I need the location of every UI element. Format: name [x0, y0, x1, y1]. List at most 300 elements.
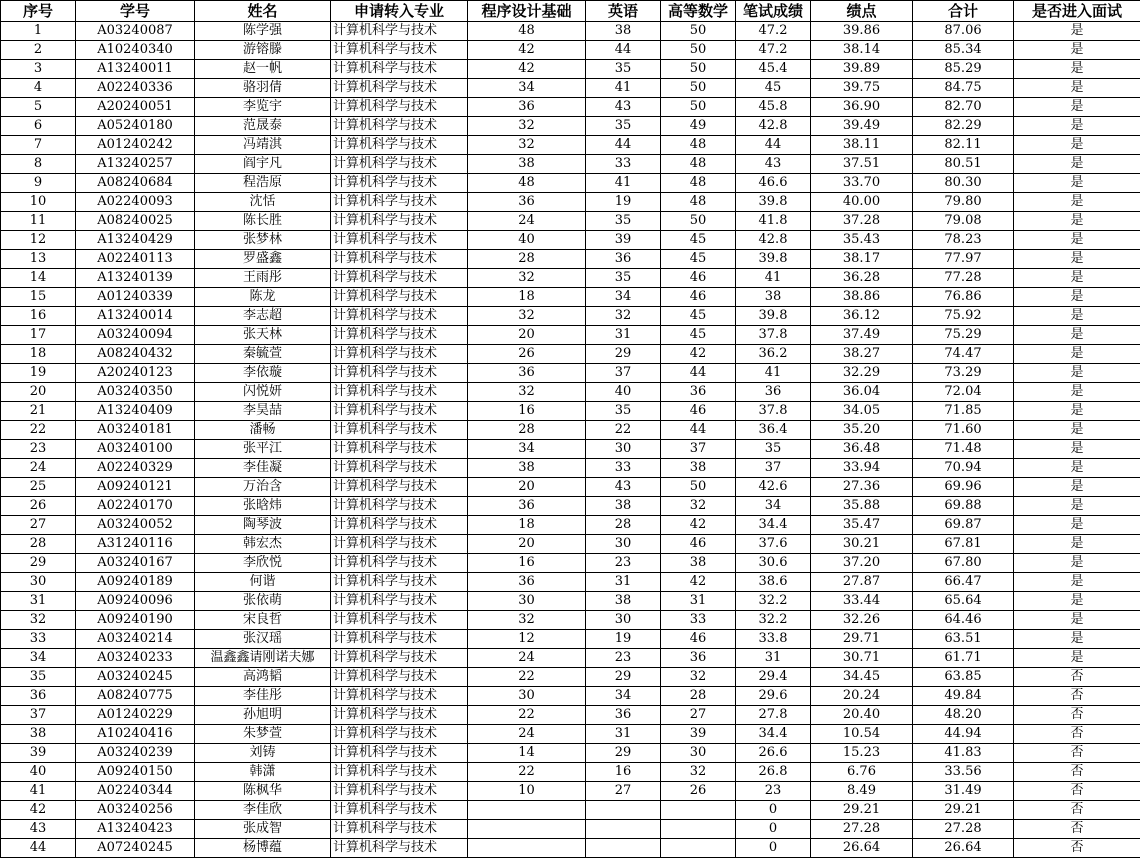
cell-interview: 是	[1014, 611, 1140, 630]
cell-gpa: 38.17	[811, 250, 913, 269]
cell-english: 35	[586, 60, 661, 79]
cell-seq: 17	[1, 326, 76, 345]
header-total: 合计	[913, 1, 1014, 22]
cell-seq: 28	[1, 535, 76, 554]
cell-gpa: 27.28	[811, 820, 913, 839]
cell-programming: 32	[468, 117, 586, 136]
cell-written-score: 42.8	[736, 231, 811, 250]
cell-interview: 是	[1014, 535, 1140, 554]
cell-english: 39	[586, 231, 661, 250]
cell-name: 赵一帆	[195, 60, 331, 79]
cell-major: 计算机科学与技术	[331, 820, 468, 839]
cell-programming: 48	[468, 22, 586, 41]
cell-seq: 24	[1, 459, 76, 478]
cell-english: 41	[586, 79, 661, 98]
cell-written-score: 38	[736, 288, 811, 307]
cell-seq: 35	[1, 668, 76, 687]
table-row	[1, 744, 1140, 763]
cell-gpa: 37.49	[811, 326, 913, 345]
cell-total: 77.97	[913, 250, 1014, 269]
cell-written-score: 29.6	[736, 687, 811, 706]
cell-programming: 36	[468, 364, 586, 383]
cell-written-score: 39.8	[736, 193, 811, 212]
cell-seq: 38	[1, 725, 76, 744]
cell-student-id: A01240229	[76, 706, 195, 725]
cell-seq: 9	[1, 174, 76, 193]
cell-student-id: A09240190	[76, 611, 195, 630]
cell-seq: 13	[1, 250, 76, 269]
cell-name: 冯靖淇	[195, 136, 331, 155]
cell-student-id: A05240180	[76, 117, 195, 136]
cell-math: 46	[661, 402, 736, 421]
cell-student-id: A09240189	[76, 573, 195, 592]
cell-written-score: 47.2	[736, 41, 811, 60]
cell-student-id: A03240052	[76, 516, 195, 535]
cell-math: 48	[661, 193, 736, 212]
cell-interview: 是	[1014, 174, 1140, 193]
cell-gpa: 33.94	[811, 459, 913, 478]
table-row	[1, 136, 1140, 155]
cell-interview: 是	[1014, 630, 1140, 649]
cell-math: 48	[661, 136, 736, 155]
cell-major: 计算机科学与技术	[331, 326, 468, 345]
cell-interview: 是	[1014, 79, 1140, 98]
cell-gpa: 27.87	[811, 573, 913, 592]
cell-programming: 34	[468, 440, 586, 459]
table-row	[1, 79, 1140, 98]
cell-programming: 22	[468, 668, 586, 687]
cell-interview: 是	[1014, 307, 1140, 326]
cell-english: 19	[586, 630, 661, 649]
cell-math: 38	[661, 459, 736, 478]
cell-total: 29.21	[913, 801, 1014, 820]
cell-major: 计算机科学与技术	[331, 478, 468, 497]
cell-written-score: 36.4	[736, 421, 811, 440]
cell-total: 80.30	[913, 174, 1014, 193]
header-major: 申请转入专业	[331, 1, 468, 22]
cell-gpa: 39.75	[811, 79, 913, 98]
cell-interview: 是	[1014, 516, 1140, 535]
cell-programming	[468, 839, 586, 858]
cell-student-id: A09240150	[76, 763, 195, 782]
cell-written-score: 37.6	[736, 535, 811, 554]
cell-programming: 30	[468, 687, 586, 706]
table-row	[1, 535, 1140, 554]
cell-total: 27.28	[913, 820, 1014, 839]
cell-programming: 22	[468, 763, 586, 782]
cell-seq: 36	[1, 687, 76, 706]
cell-name: 何谐	[195, 573, 331, 592]
cell-major: 计算机科学与技术	[331, 554, 468, 573]
cell-student-id: A13240429	[76, 231, 195, 250]
cell-name: 朱梦萱	[195, 725, 331, 744]
cell-english: 40	[586, 383, 661, 402]
cell-gpa: 36.12	[811, 307, 913, 326]
cell-written-score: 39.8	[736, 307, 811, 326]
cell-name: 李依璇	[195, 364, 331, 383]
table-row	[1, 497, 1140, 516]
cell-total: 87.06	[913, 22, 1014, 41]
cell-gpa: 6.76	[811, 763, 913, 782]
cell-gpa: 26.64	[811, 839, 913, 858]
cell-total: 84.75	[913, 79, 1014, 98]
cell-interview: 否	[1014, 801, 1140, 820]
cell-seq: 21	[1, 402, 76, 421]
header-student-id: 学号	[76, 1, 195, 22]
cell-gpa: 30.71	[811, 649, 913, 668]
cell-gpa: 36.48	[811, 440, 913, 459]
cell-english: 35	[586, 269, 661, 288]
cell-name: 骆羽倩	[195, 79, 331, 98]
cell-interview: 是	[1014, 60, 1140, 79]
cell-gpa: 10.54	[811, 725, 913, 744]
cell-major: 计算机科学与技术	[331, 839, 468, 858]
cell-math: 48	[661, 174, 736, 193]
cell-written-score: 46.6	[736, 174, 811, 193]
cell-seq: 14	[1, 269, 76, 288]
cell-interview: 是	[1014, 41, 1140, 60]
table-row	[1, 649, 1140, 668]
cell-written-score: 23	[736, 782, 811, 801]
cell-math: 42	[661, 345, 736, 364]
cell-gpa: 35.88	[811, 497, 913, 516]
cell-interview: 是	[1014, 554, 1140, 573]
cell-gpa: 38.27	[811, 345, 913, 364]
cell-total: 80.51	[913, 155, 1014, 174]
cell-programming: 20	[468, 478, 586, 497]
cell-gpa: 37.28	[811, 212, 913, 231]
cell-major: 计算机科学与技术	[331, 231, 468, 250]
cell-gpa: 37.20	[811, 554, 913, 573]
cell-seq: 34	[1, 649, 76, 668]
cell-interview: 是	[1014, 573, 1140, 592]
cell-math: 50	[661, 212, 736, 231]
table-row	[1, 174, 1140, 193]
cell-gpa: 30.21	[811, 535, 913, 554]
cell-interview: 是	[1014, 136, 1140, 155]
cell-written-score: 41	[736, 269, 811, 288]
cell-programming	[468, 820, 586, 839]
cell-major: 计算机科学与技术	[331, 288, 468, 307]
table-row	[1, 478, 1140, 497]
cell-total: 75.29	[913, 326, 1014, 345]
cell-student-id: A13240014	[76, 307, 195, 326]
cell-student-id: A07240245	[76, 839, 195, 858]
cell-seq: 39	[1, 744, 76, 763]
cell-name: 李佳凝	[195, 459, 331, 478]
cell-programming: 32	[468, 269, 586, 288]
cell-programming: 16	[468, 402, 586, 421]
cell-gpa: 35.43	[811, 231, 913, 250]
cell-math: 38	[661, 554, 736, 573]
cell-student-id: A09240096	[76, 592, 195, 611]
table-row	[1, 516, 1140, 535]
cell-major: 计算机科学与技术	[331, 630, 468, 649]
cell-name: 游镕滕	[195, 41, 331, 60]
cell-written-score: 30.6	[736, 554, 811, 573]
cell-name: 张天林	[195, 326, 331, 345]
cell-programming: 36	[468, 98, 586, 117]
cell-math: 50	[661, 60, 736, 79]
cell-student-id: A13240011	[76, 60, 195, 79]
cell-total: 82.70	[913, 98, 1014, 117]
cell-total: 72.04	[913, 383, 1014, 402]
cell-major: 计算机科学与技术	[331, 611, 468, 630]
table-row	[1, 592, 1140, 611]
table-row	[1, 193, 1140, 212]
cell-written-score: 37.8	[736, 402, 811, 421]
cell-major: 计算机科学与技术	[331, 744, 468, 763]
cell-programming: 10	[468, 782, 586, 801]
cell-interview: 是	[1014, 440, 1140, 459]
cell-math	[661, 801, 736, 820]
cell-seq: 43	[1, 820, 76, 839]
cell-student-id: A03240245	[76, 668, 195, 687]
cell-interview: 是	[1014, 383, 1140, 402]
cell-name: 刘铸	[195, 744, 331, 763]
cell-gpa: 37.51	[811, 155, 913, 174]
cell-math: 36	[661, 649, 736, 668]
cell-student-id: A03240181	[76, 421, 195, 440]
cell-name: 杨博蕴	[195, 839, 331, 858]
cell-name: 李览宇	[195, 98, 331, 117]
cell-total: 63.51	[913, 630, 1014, 649]
cell-english: 30	[586, 535, 661, 554]
cell-gpa: 39.86	[811, 22, 913, 41]
cell-written-score: 27.8	[736, 706, 811, 725]
cell-total: 69.96	[913, 478, 1014, 497]
cell-name: 温鑫鑫请刚诺夫娜	[195, 649, 331, 668]
table-row	[1, 725, 1140, 744]
cell-math: 48	[661, 155, 736, 174]
cell-name: 张平江	[195, 440, 331, 459]
table-row	[1, 668, 1140, 687]
cell-name: 陶琴波	[195, 516, 331, 535]
cell-math: 50	[661, 478, 736, 497]
cell-english: 23	[586, 649, 661, 668]
cell-student-id: A13240423	[76, 820, 195, 839]
cell-seq: 4	[1, 79, 76, 98]
cell-seq: 31	[1, 592, 76, 611]
cell-english: 29	[586, 744, 661, 763]
cell-interview: 是	[1014, 250, 1140, 269]
cell-name: 张晗炜	[195, 497, 331, 516]
cell-student-id: A03240256	[76, 801, 195, 820]
cell-math: 30	[661, 744, 736, 763]
cell-total: 49.84	[913, 687, 1014, 706]
cell-gpa: 34.45	[811, 668, 913, 687]
cell-english: 33	[586, 459, 661, 478]
cell-written-score: 31	[736, 649, 811, 668]
cell-programming: 32	[468, 611, 586, 630]
cell-math: 45	[661, 231, 736, 250]
table-row	[1, 820, 1140, 839]
table-row	[1, 459, 1140, 478]
cell-seq: 30	[1, 573, 76, 592]
cell-seq: 3	[1, 60, 76, 79]
cell-seq: 18	[1, 345, 76, 364]
cell-major: 计算机科学与技术	[331, 516, 468, 535]
cell-student-id: A08240775	[76, 687, 195, 706]
cell-seq: 5	[1, 98, 76, 117]
cell-major: 计算机科学与技术	[331, 440, 468, 459]
cell-student-id: A09240121	[76, 478, 195, 497]
cell-written-score: 37	[736, 459, 811, 478]
cell-total: 64.46	[913, 611, 1014, 630]
cell-programming: 32	[468, 383, 586, 402]
cell-math: 46	[661, 535, 736, 554]
cell-gpa: 36.04	[811, 383, 913, 402]
cell-math: 32	[661, 497, 736, 516]
cell-major: 计算机科学与技术	[331, 22, 468, 41]
cell-student-id: A02240113	[76, 250, 195, 269]
cell-seq: 41	[1, 782, 76, 801]
cell-math: 46	[661, 269, 736, 288]
cell-total: 69.87	[913, 516, 1014, 535]
cell-gpa: 32.26	[811, 611, 913, 630]
cell-name: 张依萌	[195, 592, 331, 611]
cell-seq: 25	[1, 478, 76, 497]
cell-student-id: A20240123	[76, 364, 195, 383]
cell-name: 李志超	[195, 307, 331, 326]
cell-written-score: 45.4	[736, 60, 811, 79]
cell-gpa: 35.47	[811, 516, 913, 535]
cell-major: 计算机科学与技术	[331, 269, 468, 288]
cell-written-score: 35	[736, 440, 811, 459]
cell-math: 50	[661, 41, 736, 60]
header-seq: 序号	[1, 1, 76, 22]
cell-name: 宋良哲	[195, 611, 331, 630]
table-row	[1, 554, 1140, 573]
cell-interview: 是	[1014, 421, 1140, 440]
cell-english: 34	[586, 288, 661, 307]
table-row	[1, 155, 1140, 174]
cell-interview: 是	[1014, 459, 1140, 478]
cell-interview: 否	[1014, 839, 1140, 858]
cell-total: 33.56	[913, 763, 1014, 782]
cell-seq: 23	[1, 440, 76, 459]
cell-interview: 是	[1014, 345, 1140, 364]
cell-math: 39	[661, 725, 736, 744]
table-row	[1, 421, 1140, 440]
cell-interview: 否	[1014, 782, 1140, 801]
cell-programming: 20	[468, 326, 586, 345]
cell-written-score: 42.8	[736, 117, 811, 136]
table-row	[1, 307, 1140, 326]
cell-written-score: 34	[736, 497, 811, 516]
header-name: 姓名	[195, 1, 331, 22]
cell-seq: 19	[1, 364, 76, 383]
table-row	[1, 839, 1140, 858]
cell-english: 29	[586, 668, 661, 687]
cell-major: 计算机科学与技术	[331, 307, 468, 326]
cell-student-id: A03240087	[76, 22, 195, 41]
cell-major: 计算机科学与技术	[331, 364, 468, 383]
table-row	[1, 763, 1140, 782]
table-row	[1, 60, 1140, 79]
cell-interview: 否	[1014, 763, 1140, 782]
cell-english: 23	[586, 554, 661, 573]
cell-written-score: 26.8	[736, 763, 811, 782]
cell-english: 44	[586, 136, 661, 155]
cell-major: 计算机科学与技术	[331, 174, 468, 193]
cell-student-id: A02240336	[76, 79, 195, 98]
cell-written-score: 36	[736, 383, 811, 402]
cell-math: 32	[661, 668, 736, 687]
cell-student-id: A03240167	[76, 554, 195, 573]
cell-name: 程浩原	[195, 174, 331, 193]
cell-programming: 12	[468, 630, 586, 649]
cell-gpa: 33.44	[811, 592, 913, 611]
cell-interview: 是	[1014, 649, 1140, 668]
cell-interview: 否	[1014, 820, 1140, 839]
cell-total: 74.47	[913, 345, 1014, 364]
cell-student-id: A02240170	[76, 497, 195, 516]
cell-seq: 1	[1, 22, 76, 41]
cell-written-score: 45.8	[736, 98, 811, 117]
cell-gpa: 36.90	[811, 98, 913, 117]
cell-written-score: 32.2	[736, 611, 811, 630]
cell-student-id: A01240339	[76, 288, 195, 307]
cell-name: 沈恬	[195, 193, 331, 212]
cell-major: 计算机科学与技术	[331, 79, 468, 98]
cell-written-score: 44	[736, 136, 811, 155]
header-row	[1, 1, 1140, 22]
cell-english: 38	[586, 497, 661, 516]
table-row	[1, 326, 1140, 345]
cell-major: 计算机科学与技术	[331, 155, 468, 174]
cell-english: 22	[586, 421, 661, 440]
cell-programming: 42	[468, 60, 586, 79]
cell-major: 计算机科学与技术	[331, 402, 468, 421]
cell-total: 70.94	[913, 459, 1014, 478]
cell-name: 陈龙	[195, 288, 331, 307]
cell-seq: 20	[1, 383, 76, 402]
header-math: 高等数学	[661, 1, 736, 22]
cell-seq: 27	[1, 516, 76, 535]
cell-name: 韩潇	[195, 763, 331, 782]
cell-gpa: 27.36	[811, 478, 913, 497]
cell-seq: 44	[1, 839, 76, 858]
cell-english: 43	[586, 98, 661, 117]
cell-english: 16	[586, 763, 661, 782]
cell-name: 张汉瑶	[195, 630, 331, 649]
cell-total: 41.83	[913, 744, 1014, 763]
cell-written-score: 45	[736, 79, 811, 98]
cell-gpa: 38.86	[811, 288, 913, 307]
cell-programming: 16	[468, 554, 586, 573]
cell-programming: 36	[468, 497, 586, 516]
cell-programming: 42	[468, 41, 586, 60]
cell-math: 44	[661, 421, 736, 440]
cell-programming	[468, 801, 586, 820]
cell-programming: 26	[468, 345, 586, 364]
cell-major: 计算机科学与技术	[331, 668, 468, 687]
cell-name: 万治含	[195, 478, 331, 497]
cell-written-score: 0	[736, 820, 811, 839]
cell-major: 计算机科学与技术	[331, 136, 468, 155]
cell-total: 76.86	[913, 288, 1014, 307]
cell-total: 78.23	[913, 231, 1014, 250]
cell-major: 计算机科学与技术	[331, 212, 468, 231]
cell-english: 44	[586, 41, 661, 60]
cell-seq: 29	[1, 554, 76, 573]
cell-name: 高鸿韬	[195, 668, 331, 687]
cell-total: 48.20	[913, 706, 1014, 725]
cell-programming: 38	[468, 459, 586, 478]
cell-major: 计算机科学与技术	[331, 687, 468, 706]
cell-written-score: 38.6	[736, 573, 811, 592]
